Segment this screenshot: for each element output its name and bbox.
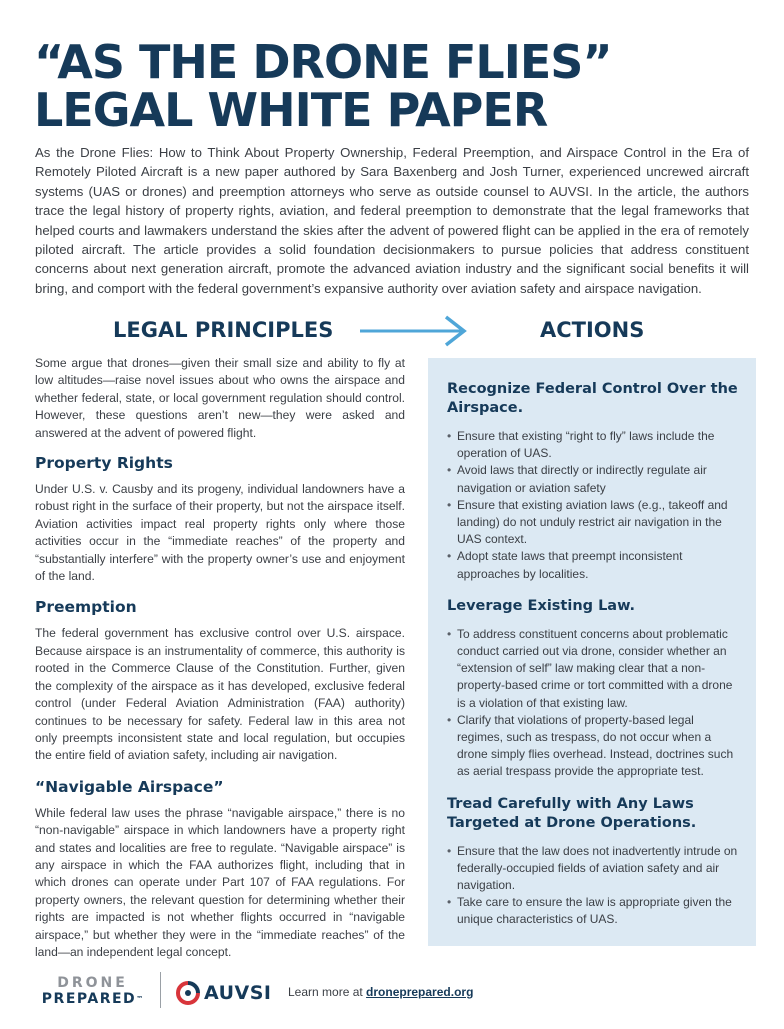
auvsi-mark-icon	[176, 981, 200, 1005]
property-rights-heading: Property Rights	[35, 454, 173, 473]
action-item: • Take care to ensure the law is appropriate given the unique characteristics of UAS.	[447, 894, 738, 928]
auvsi-wordmark: AUVSI	[204, 982, 272, 1004]
action-list	[447, 428, 738, 583]
title-line-1: “AS THE DRONE FLIES”	[34, 35, 612, 89]
action-item: • Ensure that existing aviation laws (e.g., takeoff and landing) do not unduly restrict air navigation in the UAS context.	[447, 497, 738, 549]
action-group-heading: Leverage Existing Law.	[447, 597, 636, 614]
learn-more-label: Learn more at	[288, 985, 367, 999]
principles-lead: Some argue that drones—given their small size and ability to fly at low altitudes—raise novel issues about who owns the airspace and whether federal, state, or local government regulation should control. However, these questions aren’t new—they were asked and answered at the advent of powered flight.	[35, 356, 405, 440]
auvsi-logo	[176, 980, 272, 1006]
action-list	[447, 626, 738, 781]
preemption-body: The federal government has exclusive control over U.S. airspace. Because airspace is an instrumentality of commerce, this authority is rooted in the Commerce Clause of the Constitution. Further, given the complexity of the airspace as it has developed, exclusive federal control (under Federal Aviation Administration (FAA) authority) continues to be necessary for safety. Federal law in this area not only preempts inconsistent state and local regulation, but occupies the entire field of aviation safety, including air navigation.	[35, 626, 405, 763]
legal-principles-heading: LEGAL PRINCIPLES	[113, 318, 334, 342]
preemption-heading: Preemption	[35, 598, 137, 617]
property-rights-body: Under U.S. v. Causby and its progeny, individual landowners have a robust right in the surface of their property, but not the airspace itself. Aviation activities impact real property rights only where those activities occur in the “immediate reaches” of the property and “substantially interfere” with the property owner’s use and enjoyment of the land.	[35, 482, 405, 584]
logo-line-drone: DRONE	[57, 975, 128, 991]
actions-heading: ACTIONS	[540, 318, 645, 342]
actions-panel	[428, 358, 756, 946]
page-title	[34, 35, 612, 137]
logo-line-prepared: PREPARED™	[41, 991, 144, 1007]
droneprepared-link[interactable]: droneprepared.org	[366, 985, 474, 999]
action-group-heading: Tread Carefully with Any Laws Targeted at Drone Operations.	[447, 795, 697, 831]
navigable-airspace-body: While federal law uses the phrase “navigable airspace,” there is no “non-navigable” airspace in which landowners have a property right and states and localities are free to regulate. “Navigable airspace” is any airspace in which the FAA authorizes flight, including that in which drones can operate under Part 107 of FAA regulations. For property owners, the relevant question for determining whether their rights are impacted is not whether flights occurred in “navigable airspace,” but whether they were in the “immediate reaches” of the land—an independent legal concept.	[35, 805, 405, 959]
navigable-airspace-heading: “Navigable Airspace”	[35, 777, 224, 796]
arrow-right-icon	[358, 314, 470, 348]
action-item: • Adopt state laws that preempt inconsistent approaches by localities.	[447, 548, 738, 582]
action-item: • Ensure that the law does not inadvertently intrude on federally-occupied fields of aviation safety and air navigation.	[447, 843, 738, 895]
action-item: • To address constituent concerns about problematic conduct carried out via drone, consider whether an “extension of self” law making clear that a non-property-based crime or tort committed with a drone is a violation of that existing law.	[447, 626, 738, 712]
action-item: • Ensure that existing “right to fly” laws include the operation of UAS.	[447, 428, 738, 462]
action-list	[447, 843, 738, 929]
action-group-heading: Recognize Federal Control Over the Airspace.	[447, 381, 738, 416]
footer-divider	[160, 972, 161, 1008]
title-line-2: LEGAL WHITE PAPER	[34, 83, 548, 137]
legal-principles-column	[35, 355, 405, 961]
intro-paragraph: As the Drone Flies: How to Think About Property Ownership, Federal Preemption, and Airspace Control in the Era of Remotely Piloted Aircraft is a new paper authored by Sara Baxenberg and Josh Turner, experienced uncrewed aircraft systems (UAS or drones) and preemption attorneys who serve as outside counsel to AUVSI. In the article, the authors trace the legal history of property rights, aviation, and federal preemption to demonstrate that the legal frameworks that helped courts and lawmakers understand the skies after the advent of powered flight can be applied in the era of remotely piloted aircraft. The article provides a solid foundation decisionmakers to pursue policies that address constituent concerns about next generation aircraft, promote the advanced aviation industry and the significant social benefits it will bring, and comport with the federal government’s expansive authority over aviation safety and airspace navigation.	[35, 145, 749, 296]
drone-prepared-logo	[35, 975, 150, 1007]
action-item: • Avoid laws that directly or indirectly regulate air navigation or aviation safety	[447, 462, 738, 496]
action-item: • Clarify that violations of property-based legal regimes, such as trespass, do not occur when a drone simply flies overhead. Instead, doctrines such as aerial trespass provide the appropriate test.	[447, 712, 738, 781]
learn-more	[288, 985, 473, 999]
